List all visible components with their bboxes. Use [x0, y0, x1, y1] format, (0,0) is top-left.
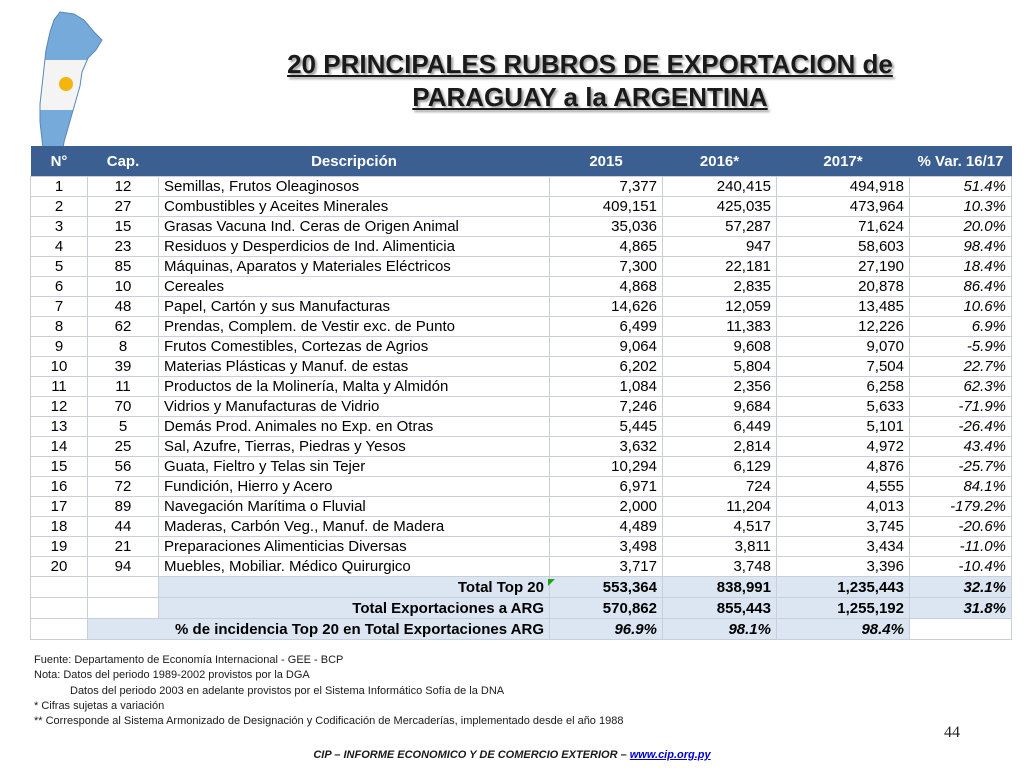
row-number: 11 — [31, 377, 88, 397]
row-description: Grasas Vacuna Ind. Ceras de Origen Animal — [159, 217, 550, 237]
totals-label: Total Exportaciones a ARG — [159, 598, 550, 619]
row-number: 15 — [31, 457, 88, 477]
totals-v2017: 98.4% — [777, 619, 910, 640]
row-value-2016: 3,748 — [663, 557, 777, 577]
notes — [34, 653, 834, 729]
row-chapter: 27 — [88, 197, 159, 217]
row-number: 7 — [31, 297, 88, 317]
row-number: 2 — [31, 197, 88, 217]
exports-table — [30, 146, 1012, 640]
row-chapter: 12 — [88, 177, 159, 197]
row-variation: 62.3% — [910, 377, 1012, 397]
footer-text: CIP – INFORME ECONOMICO Y DE COMERCIO EXTERIOR – — [313, 749, 630, 761]
row-value-2017: 71,624 — [777, 217, 910, 237]
totals-v2016: 98.1% — [663, 619, 777, 640]
row-value-2015: 6,971 — [550, 477, 663, 497]
row-value-2017: 4,013 — [777, 497, 910, 517]
table-row — [31, 557, 1012, 577]
table-row — [31, 297, 1012, 317]
row-chapter: 70 — [88, 397, 159, 417]
row-number: 5 — [31, 257, 88, 277]
row-description: Demás Prod. Animales no Exp. en Otras — [159, 417, 550, 437]
row-chapter: 25 — [88, 437, 159, 457]
table-row — [31, 457, 1012, 477]
table-row — [31, 397, 1012, 417]
row-variation: -71.9% — [910, 397, 1012, 417]
row-variation: 10.3% — [910, 197, 1012, 217]
row-number: 17 — [31, 497, 88, 517]
row-value-2016: 6,449 — [663, 417, 777, 437]
row-description: Vidrios y Manufacturas de Vidrio — [159, 397, 550, 417]
note-figures: * Cifras sujetas a variación — [34, 699, 165, 712]
row-number: 4 — [31, 237, 88, 257]
row-description: Máquinas, Aparatos y Materiales Eléctricos — [159, 257, 550, 277]
row-value-2017: 3,396 — [777, 557, 910, 577]
row-value-2017: 4,972 — [777, 437, 910, 457]
row-number: 19 — [31, 537, 88, 557]
totals-var — [910, 619, 1012, 640]
col-header-2017: 2017* — [777, 146, 910, 177]
row-value-2016: 6,129 — [663, 457, 777, 477]
row-description: Residuos y Desperdicios de Ind. Alimenticia — [159, 237, 550, 257]
row-value-2017: 6,258 — [777, 377, 910, 397]
row-value-2015: 3,632 — [550, 437, 663, 457]
row-chapter: 5 — [88, 417, 159, 437]
col-header-variation: % Var. 16/17 — [910, 146, 1012, 177]
row-value-2016: 2,814 — [663, 437, 777, 457]
table-row — [31, 197, 1012, 217]
row-value-2017: 7,504 — [777, 357, 910, 377]
table-row — [31, 217, 1012, 237]
row-value-2015: 9,064 — [550, 337, 663, 357]
row-description: Frutos Comestibles, Cortezas de Agrios — [159, 337, 550, 357]
row-value-2015: 6,499 — [550, 317, 663, 337]
cell-comment-marker — [548, 579, 555, 586]
row-chapter: 85 — [88, 257, 159, 277]
row-value-2016: 724 — [663, 477, 777, 497]
row-chapter: 72 — [88, 477, 159, 497]
row-number: 12 — [31, 397, 88, 417]
row-value-2016: 11,383 — [663, 317, 777, 337]
row-description: Materias Plásticas y Manuf. de estas — [159, 357, 550, 377]
col-header-description: Descripción — [159, 146, 550, 177]
row-description: Combustibles y Aceites Minerales — [159, 197, 550, 217]
row-value-2016: 9,608 — [663, 337, 777, 357]
row-value-2016: 425,035 — [663, 197, 777, 217]
row-value-2017: 4,555 — [777, 477, 910, 497]
row-value-2016: 240,415 — [663, 177, 777, 197]
row-value-2015: 2,000 — [550, 497, 663, 517]
row-value-2016: 3,811 — [663, 537, 777, 557]
totals-var: 32.1% — [910, 577, 1012, 598]
row-chapter: 62 — [88, 317, 159, 337]
row-value-2015: 7,377 — [550, 177, 663, 197]
row-value-2015: 7,300 — [550, 257, 663, 277]
note-dga: Nota: Datos del periodo 1989-2002 provistos por la DGA — [34, 669, 310, 682]
page-title — [240, 48, 940, 114]
row-chapter: 21 — [88, 537, 159, 557]
row-description: Prendas, Complem. de Vestir exc. de Punto — [159, 317, 550, 337]
row-number: 1 — [31, 177, 88, 197]
row-value-2015: 6,202 — [550, 357, 663, 377]
table-row — [31, 237, 1012, 257]
row-number: 8 — [31, 317, 88, 337]
row-description: Sal, Azufre, Tierras, Piedras y Yesos — [159, 437, 550, 457]
row-variation: -26.4% — [910, 417, 1012, 437]
totals-var: 31.8% — [910, 598, 1012, 619]
row-description: Guata, Fieltro y Telas sin Tejer — [159, 457, 550, 477]
row-description: Navegación Marítima o Fluvial — [159, 497, 550, 517]
totals-v2015: 570,862 — [550, 598, 663, 619]
totals-label: Total Top 20 — [159, 577, 550, 598]
row-value-2017: 473,964 — [777, 197, 910, 217]
totals-v2016: 855,443 — [663, 598, 777, 619]
table-row — [31, 517, 1012, 537]
footer — [0, 749, 1024, 761]
row-value-2016: 2,835 — [663, 277, 777, 297]
row-number: 14 — [31, 437, 88, 457]
row-value-2015: 4,868 — [550, 277, 663, 297]
row-value-2017: 12,226 — [777, 317, 910, 337]
source-note: Fuente: Departamento de Economía Internacional - GEE - BCP — [34, 654, 344, 666]
row-number: 20 — [31, 557, 88, 577]
empty-cell — [31, 598, 88, 619]
row-description: Productos de la Molinería, Malta y Almidón — [159, 377, 550, 397]
row-chapter: 56 — [88, 457, 159, 477]
table-row — [31, 477, 1012, 497]
empty-cell — [31, 577, 88, 598]
row-chapter: 48 — [88, 297, 159, 317]
row-number: 10 — [31, 357, 88, 377]
empty-cell — [88, 598, 159, 619]
row-description: Papel, Cartón y sus Manufacturas — [159, 297, 550, 317]
totals-v2015: 96.9% — [550, 619, 663, 640]
row-number: 18 — [31, 517, 88, 537]
row-variation: 6.9% — [910, 317, 1012, 337]
row-chapter: 23 — [88, 237, 159, 257]
row-value-2015: 5,445 — [550, 417, 663, 437]
row-value-2017: 3,434 — [777, 537, 910, 557]
row-variation: -179.2% — [910, 497, 1012, 517]
row-value-2017: 494,918 — [777, 177, 910, 197]
total-exports-row — [31, 598, 1012, 619]
row-value-2015: 4,865 — [550, 237, 663, 257]
row-value-2017: 9,070 — [777, 337, 910, 357]
row-chapter: 10 — [88, 277, 159, 297]
table-row — [31, 277, 1012, 297]
row-number: 16 — [31, 477, 88, 497]
row-number: 3 — [31, 217, 88, 237]
row-chapter: 89 — [88, 497, 159, 517]
row-description: Maderas, Carbón Veg., Manuf. de Madera — [159, 517, 550, 537]
note-harmonized-system: ** Corresponde al Sistema Armonizado de Designación y Codificación de Mercaderías, implementado desde el año 1988 — [34, 715, 624, 728]
row-value-2016: 11,204 — [663, 497, 777, 517]
row-chapter: 8 — [88, 337, 159, 357]
row-value-2016: 4,517 — [663, 517, 777, 537]
totals-label: % de incidencia Top 20 en Total Exportaciones ARG — [88, 619, 550, 640]
col-header-chapter: Cap. — [88, 146, 159, 177]
footer-link[interactable]: www.cip.org.py — [629, 749, 711, 761]
row-variation: 18.4% — [910, 257, 1012, 277]
row-value-2015: 10,294 — [550, 457, 663, 477]
note-dna: Datos del periodo 2003 en adelante provistos por el Sistema Informático Sofía de la DNA — [70, 684, 505, 697]
row-value-2015: 3,498 — [550, 537, 663, 557]
row-variation: 84.1% — [910, 477, 1012, 497]
row-number: 9 — [31, 337, 88, 357]
row-number: 6 — [31, 277, 88, 297]
row-value-2017: 27,190 — [777, 257, 910, 277]
row-variation: 20.0% — [910, 217, 1012, 237]
table-row — [31, 537, 1012, 557]
col-header-2016: 2016* — [663, 146, 777, 177]
row-variation: 22.7% — [910, 357, 1012, 377]
row-number: 13 — [31, 417, 88, 437]
totals-v2017: 1,235,443 — [777, 577, 910, 598]
row-variation: -20.6% — [910, 517, 1012, 537]
totals-v2016: 838,991 — [663, 577, 777, 598]
table-row — [31, 337, 1012, 357]
table-row — [31, 257, 1012, 277]
row-value-2016: 9,684 — [663, 397, 777, 417]
row-variation: 10.6% — [910, 297, 1012, 317]
row-variation: 43.4% — [910, 437, 1012, 457]
row-value-2015: 14,626 — [550, 297, 663, 317]
title-line-1: 20 PRINCIPALES RUBROS DE EXPORTACION de — [287, 49, 893, 79]
table-row — [31, 417, 1012, 437]
row-chapter: 44 — [88, 517, 159, 537]
row-variation: 86.4% — [910, 277, 1012, 297]
row-description: Semillas, Frutos Oleaginosos — [159, 177, 550, 197]
row-value-2015: 409,151 — [550, 197, 663, 217]
totals-v2017: 1,255,192 — [777, 598, 910, 619]
table-row — [31, 177, 1012, 197]
table-row — [31, 357, 1012, 377]
table-row — [31, 437, 1012, 457]
total-top20-row — [31, 577, 1012, 598]
row-value-2017: 13,485 — [777, 297, 910, 317]
row-variation: -25.7% — [910, 457, 1012, 477]
col-header-number: N° — [31, 146, 88, 177]
row-value-2017: 58,603 — [777, 237, 910, 257]
row-value-2016: 947 — [663, 237, 777, 257]
row-value-2015: 7,246 — [550, 397, 663, 417]
row-description: Fundición, Hierro y Acero — [159, 477, 550, 497]
row-value-2015: 4,489 — [550, 517, 663, 537]
row-chapter: 39 — [88, 357, 159, 377]
row-value-2016: 5,804 — [663, 357, 777, 377]
row-value-2017: 5,633 — [777, 397, 910, 417]
empty-cell — [31, 619, 88, 640]
title-line-2: PARAGUAY a la ARGENTINA — [412, 82, 768, 112]
row-variation: 51.4% — [910, 177, 1012, 197]
row-value-2015: 3,717 — [550, 557, 663, 577]
table-header-row — [31, 146, 1012, 177]
row-description: Preparaciones Alimenticias Diversas — [159, 537, 550, 557]
table-row — [31, 317, 1012, 337]
row-value-2017: 5,101 — [777, 417, 910, 437]
row-value-2015: 35,036 — [550, 217, 663, 237]
row-description: Muebles, Mobiliar. Médico Quirurgico — [159, 557, 550, 577]
incidence-row — [31, 619, 1012, 640]
totals-v2015: 553,364 — [550, 577, 663, 598]
table-row — [31, 377, 1012, 397]
row-value-2017: 4,876 — [777, 457, 910, 477]
row-chapter: 11 — [88, 377, 159, 397]
row-variation: -10.4% — [910, 557, 1012, 577]
row-value-2016: 57,287 — [663, 217, 777, 237]
row-value-2015: 1,084 — [550, 377, 663, 397]
col-header-2015: 2015 — [550, 146, 663, 177]
row-chapter: 94 — [88, 557, 159, 577]
row-variation: -11.0% — [910, 537, 1012, 557]
row-variation: 98.4% — [910, 237, 1012, 257]
row-value-2017: 3,745 — [777, 517, 910, 537]
row-value-2017: 20,878 — [777, 277, 910, 297]
empty-cell — [88, 577, 159, 598]
row-description: Cereales — [159, 277, 550, 297]
page-number: 44 — [944, 724, 960, 741]
table-row — [31, 497, 1012, 517]
row-variation: -5.9% — [910, 337, 1012, 357]
row-value-2016: 12,059 — [663, 297, 777, 317]
row-value-2016: 22,181 — [663, 257, 777, 277]
row-value-2016: 2,356 — [663, 377, 777, 397]
row-chapter: 15 — [88, 217, 159, 237]
